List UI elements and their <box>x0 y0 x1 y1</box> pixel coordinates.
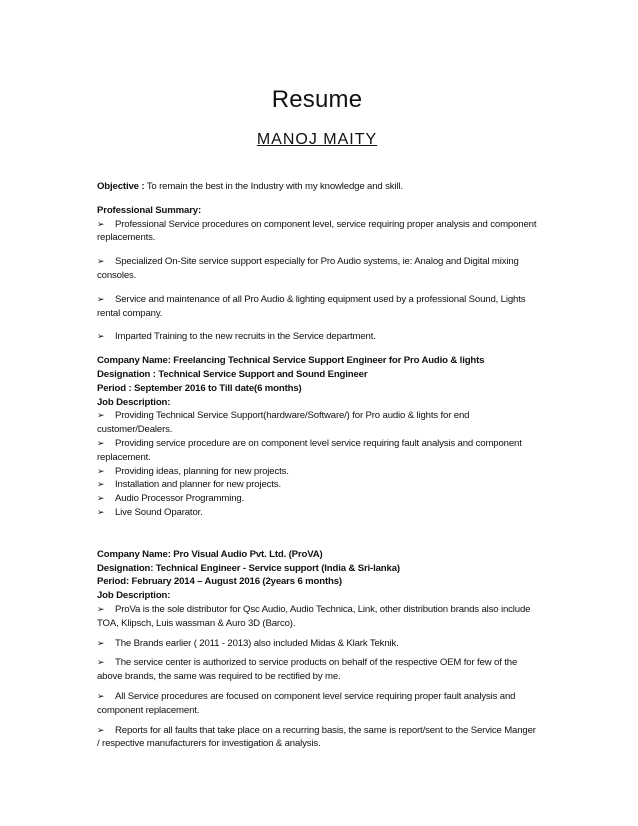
job2-item: ➢ The Brands earlier ( 2011 - 2013) also included Midas & Klark Teknik. <box>97 637 399 649</box>
bullet-arrow-icon: ➢ <box>97 256 105 267</box>
summary-item: ➢ Service and maintenance of all Pro Audio & lighting equipment used by a professional Sound, Lights rental company. <box>97 293 526 319</box>
bullet-arrow-icon: ➢ <box>97 637 105 648</box>
bullet-arrow-icon: ➢ <box>97 293 105 304</box>
bullet-arrow-icon: ➢ <box>97 479 105 490</box>
job1-item: ➢ Audio Processor Programming. <box>97 493 245 505</box>
job2-item: ➢ All Service procedures are focused on component level service requiring proper fault analysis and component replacement. <box>97 690 516 716</box>
job2-item: ➢ Reports for all faults that take place on a recurring basis, the same is report/sent to the Service Manger / respective manufacturers for investigation & analysis. <box>97 724 536 750</box>
job2-designation: Designation: Technical Engineer - Service support (India & Sri-lanka) <box>97 562 400 574</box>
summary-heading: Professional Summary: <box>97 204 202 216</box>
job2-period: Period: February 2014 – August 2016 (2years 6 months) <box>97 576 342 588</box>
job1-item: ➢ Installation and planner for new projects. <box>97 479 281 491</box>
candidate-name: MANOJ MAITY <box>256 131 378 148</box>
job1-period: Period : September 2016 to Till date(6 months) <box>97 382 302 394</box>
bullet-arrow-icon: ➢ <box>97 437 105 448</box>
bullet-arrow-icon: ➢ <box>97 218 105 229</box>
job1-jd-heading: Job Description: <box>97 396 171 408</box>
bullet-arrow-icon: ➢ <box>97 493 105 504</box>
bullet-arrow-icon: ➢ <box>97 331 105 342</box>
job2-item: ➢ The service center is authorized to service products on behalf of the respective OEM for few of the above brands, the same was required to be rectified by me. <box>97 657 518 683</box>
resume-body <box>97 180 537 751</box>
job2-company: Company Name: Pro Visual Audio Pvt. Ltd. (ProVA) <box>97 548 323 560</box>
job1-item: ➢ Providing Technical Service Support(hardware/Software/) for Pro audio & lights for end customer/Dealers. <box>97 410 470 436</box>
bullet-arrow-icon: ➢ <box>97 724 105 735</box>
summary-item: ➢ Imparted Training to the new recruits in the Service department. <box>97 331 376 343</box>
job2-item: ➢ ProVa is the sole distributor for Qsc Audio, Audio Technica, Link, other distribution brands also include TOA, Klipsch, Luis wassman & Auro 3D (Barco). <box>97 603 531 629</box>
bullet-arrow-icon: ➢ <box>97 657 105 668</box>
job1-company: Company Name: Freelancing Technical Service Support Engineer for Pro Audio & lights <box>97 355 485 367</box>
bullet-arrow-icon: ➢ <box>97 690 105 701</box>
bullet-arrow-icon: ➢ <box>97 603 105 614</box>
job1-item: ➢ Live Sound Oparator. <box>97 506 203 518</box>
summary-item: ➢ Professional Service procedures on component level, service requiring proper analysis and component replacements. <box>97 218 537 244</box>
job1-item: ➢ Providing service procedure are on component level service requiring fault analysis and component replacement. <box>97 437 522 463</box>
objective-text: To remain the best in the Industry with my knowledge and skill. <box>144 181 403 192</box>
summary-item: ➢ Specialized On-Site service support especially for Pro Audio systems, ie: Analog and Digital mixing consoles. <box>97 256 519 281</box>
bullet-arrow-icon: ➢ <box>97 506 105 517</box>
job1-designation: Designation : Technical Service Support and Sound Engineer <box>97 368 368 380</box>
objective <box>97 180 537 194</box>
objective-label: Objective : <box>97 181 145 192</box>
bullet-arrow-icon: ➢ <box>97 465 105 476</box>
bullet-arrow-icon: ➢ <box>97 410 105 421</box>
job1-item: ➢ Providing ideas, planning for new projects. <box>97 465 289 477</box>
job2-jd-heading: Job Description: <box>97 590 171 602</box>
page-title: Resume <box>271 86 363 113</box>
